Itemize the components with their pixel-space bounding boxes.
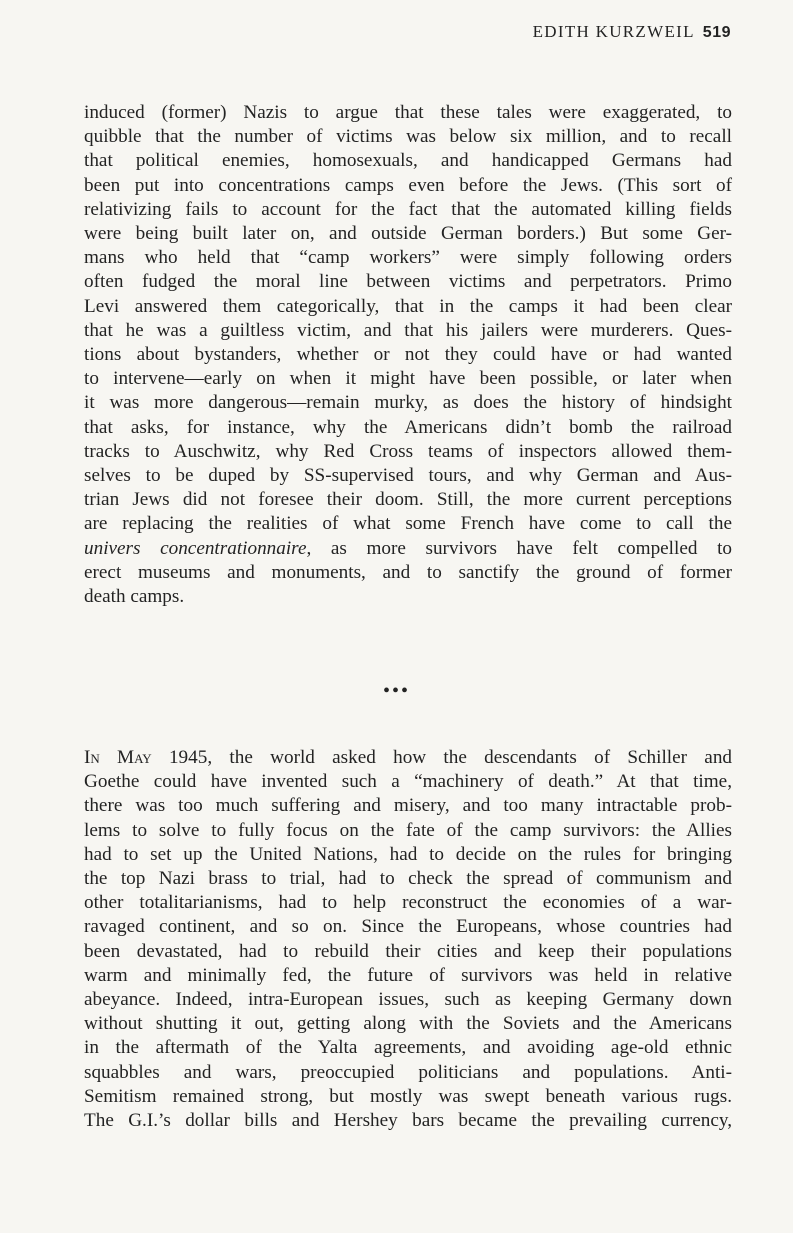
text-line: induced (former) Nazis to argue that these tales were exaggerated, to: [84, 102, 732, 123]
text-line: the top Nazi brass to trial, had to check the spread of communism and: [84, 868, 732, 890]
text-line: erect museums and monuments, and to sanctify the ground of former: [84, 561, 732, 583]
text-line: to intervene—early on when it might have been possible, or later when: [84, 368, 732, 390]
text-line: death camps.: [84, 586, 185, 608]
text-line: abeyance. Indeed, intra-European issues, such as keeping Germany down: [84, 989, 732, 1011]
text-line: that asks, for instance, why the Americans didn’t bomb the railroad: [84, 416, 732, 438]
text-line: been put into concentrations camps even before the Jews. (This sort of: [84, 174, 732, 196]
text-line: tions about bystanders, whether or not they could have or had wanted: [84, 344, 732, 366]
text-line: tracks to Auschwitz, why Red Cross teams of inspectors allowed them-: [84, 440, 732, 462]
text-line: in the aftermath of the Yalta agreements, and avoiding age-old ethnic: [84, 1037, 732, 1059]
text-line: trian Jews did not foresee their doom. Still, the more current perceptions: [84, 489, 732, 511]
text-line: often fudged the moral line between victims and perpetrators. Primo: [84, 271, 732, 293]
text-line: there was too much suffering and misery, and too many intractable prob-: [84, 795, 732, 817]
text-line: quibble that the number of victims was below six million, and to recall: [84, 126, 732, 148]
text-line: that political enemies, homosexuals, and handicapped Germans had: [84, 150, 732, 172]
text-line: Semitism remained strong, but mostly was swept beneath various rugs.: [84, 1085, 732, 1107]
section-separator: •••: [382, 680, 410, 702]
text-line: Goethe could have invented such a “machinery of death.” At that time,: [84, 771, 732, 793]
paragraph-2: [84, 746, 732, 1133]
text-line: squabbles and wars, preoccupied politicians and populations. Anti-: [84, 1061, 732, 1083]
text-line: Levi answered them categorically, that in the camps it had been clear: [84, 295, 732, 317]
running-header: [533, 22, 731, 42]
text-line: are replacing the realities of what some French have come to call the: [84, 513, 732, 535]
text-line: mans who held that “camp workers” were simply following orders: [84, 247, 732, 269]
paragraph-1: [84, 101, 732, 609]
text-line-italic: [84, 537, 732, 561]
page-number: 519: [702, 24, 731, 41]
lead-in: In May 1945: [84, 747, 208, 768]
text-line: selves to be duped by SS-supervised tours, and why German and Aus-: [84, 465, 732, 487]
text-line: relativizing fails to account for the fact that the automated killing fields: [84, 198, 732, 220]
text-line: were being built later on, and outside German borders.) But some Ger-: [84, 223, 732, 245]
text-line: warm and minimally fed, the future of survivors was held in relative: [84, 964, 732, 986]
text-line: The G.I.’s dollar bills and Hershey bars became the prevailing currency,: [84, 1110, 732, 1132]
text-line: ravaged continent, and so on. Since the Europeans, whose countries had: [84, 916, 732, 938]
author-name: EDITH KURZWEIL: [532, 22, 695, 41]
text-line: been devastated, had to rebuild their cities and keep their populations: [84, 940, 732, 962]
text-fragment: , as more survivors have felt compelled to: [306, 537, 732, 559]
text-line: it was more dangerous—remain murky, as does the history of hindsight: [84, 392, 732, 414]
text-fragment: , the world asked how the descendants of Schiller and: [207, 747, 733, 768]
text-line: that he was a guiltless victim, and that his jailers were murderers. Ques-: [84, 319, 732, 341]
text-line: without shutting it out, getting along with the Soviets and the Americans: [84, 1013, 732, 1035]
italic-phrase: univers concentrationnaire: [84, 537, 307, 559]
text-line-lead: [84, 746, 732, 770]
text-line: lems to solve to fully focus on the fate of the camp survivors: the Allies: [84, 819, 732, 841]
text-line: had to set up the United Nations, had to decide on the rules for bringing: [84, 843, 732, 865]
text-line: other totalitarianisms, had to help reconstruct the economies of a war-: [84, 892, 732, 914]
